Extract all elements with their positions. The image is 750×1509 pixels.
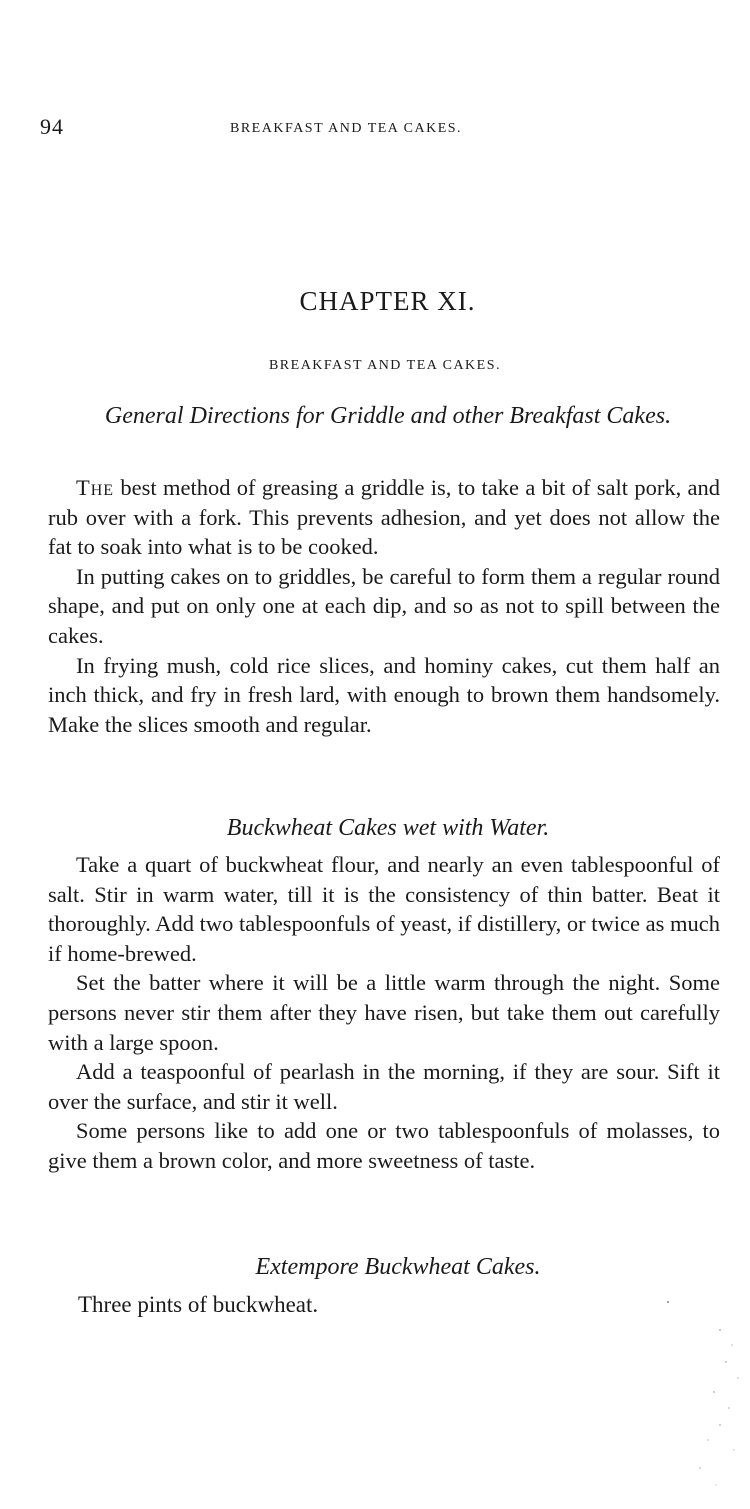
paragraph: Add a teaspoonful of pearlash in the morning, if they are sour. Sift it over the surface, and stir it well.: [48, 1059, 720, 1114]
paragraph: Take a quart of buckwheat flour, and nearly an even tablespoonful of salt. Stir in warm water, till it is the consistency of thin batter. Beat it thoroughly. Add two tablespoonfuls of yeast, if distillery, or twice as much if home-brewed.: [48, 852, 720, 966]
paragraph: Some persons like to add one or two tablespoonfuls of molasses, to give them a brown color, and more sweetness of taste.: [48, 1118, 720, 1173]
running-title: BREAKFAST AND TEA CAKES.: [230, 121, 463, 136]
section-heading-buckwheat-water: Buckwheat Cakes wet with Water.: [226, 815, 550, 841]
section-body-general-directions: [48, 473, 720, 739]
chapter-subtitle: BREAKFAST AND TEA CAKES.: [268, 358, 502, 373]
paragraph-text: best method of greasing a griddle is, to take a bit of salt pork, and rub over with a fork. This prevents adhesion, and yet does not allow the fat to soak into what is to be cooked.: [48, 475, 721, 560]
paragraph: [48, 473, 720, 562]
section-body-buckwheat-water: [48, 850, 720, 1176]
lead-word: The: [76, 475, 115, 500]
chapter-title: CHAPTER XI.: [299, 286, 476, 316]
section-heading-extempore: Extempore Buckwheat Cakes.: [255, 1254, 541, 1280]
running-head: [40, 114, 730, 144]
paragraph: Set the batter where it will be a little warm through the night. Some persons never stir them after they have risen, but take them out carefully with a large spoon.: [48, 970, 720, 1055]
paragraph: In frying mush, cold rice slices, and hominy cakes, cut them half an inch thick, and fry in fresh lard, with enough to brown them handsomely. Make the slices smooth and regular.: [48, 652, 720, 737]
paragraph: In putting cakes on to griddles, be careful to form them a regular round shape, and put on only one at each dip, and so as not to spill between the cakes.: [48, 563, 720, 648]
page-number: 94: [40, 114, 64, 139]
paragraph: Three pints of buckwheat.: [78, 1292, 319, 1317]
paper-speckle: [650, 1290, 750, 1509]
section-heading-general-directions: General Directions for Griddle and other Breakfast Cakes.: [104, 403, 672, 429]
